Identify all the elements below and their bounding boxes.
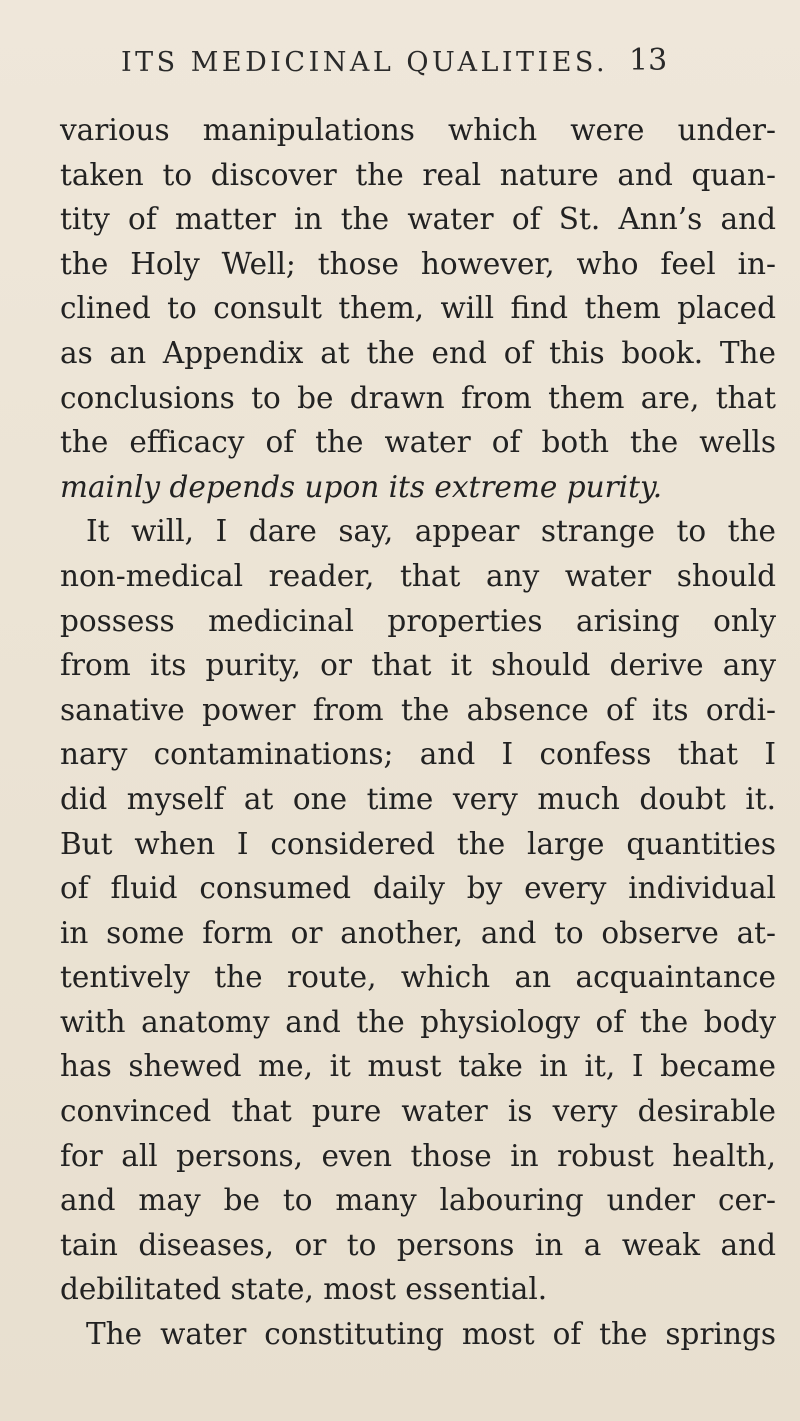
text-line: and may be to many labouring under cer- (60, 1183, 776, 1218)
text-line: non-medical reader, that any water should (60, 558, 776, 593)
text-line: possess medicinal properties arising only (60, 603, 776, 638)
paragraph-1 (60, 108, 776, 509)
text-line-italic: mainly depends upon its extreme purity. (60, 469, 663, 504)
text-line: of fluid consumed daily by every individual (60, 871, 776, 906)
body-text (60, 108, 776, 1357)
text-line: But when I considered the large quantities (60, 826, 776, 861)
text-line: various manipulations which were under- (60, 113, 776, 147)
text-line: convinced that pure water is very desirable (60, 1094, 776, 1129)
text-line: conclusions to be drawn from them are, that (60, 380, 776, 415)
text-line: the Holy Well; those however, who feel in- (60, 246, 776, 281)
text-line: has shewed me, it must take in it, I became (60, 1049, 776, 1084)
text-line: from its purity, or that it should derive any (60, 648, 776, 683)
text-line: for all persons, even those in robust health, (60, 1138, 776, 1173)
text-line: It will, I dare say, appear strange to the (86, 514, 776, 549)
text-line: sanative power from the absence of its ordi- (60, 692, 776, 727)
text-line: debilitated state, most essential. (60, 1272, 548, 1307)
text-line: as an Appendix at the end of this book. The (60, 335, 776, 370)
paragraph-3 (60, 1312, 776, 1357)
text-line: did myself at one time very much doubt it. (60, 781, 776, 816)
text-line: tain diseases, or to persons in a weak and (60, 1227, 776, 1262)
page-number: 13 (629, 43, 668, 78)
text-line: tentively the route, which an acquaintance (60, 960, 776, 995)
running-head: ITS MEDICINAL QUALITIES. (121, 47, 609, 78)
text-line: The water constituting most of the springs (86, 1317, 776, 1352)
text-line: nary contaminations; and I confess that I (60, 737, 776, 772)
text-line: with anatomy and the physiology of the body (60, 1004, 776, 1039)
text-line: tity of matter in the water of St. Ann’s and (60, 202, 776, 237)
paragraph-2 (60, 509, 776, 1312)
text-line: in some form or another, and to observe at- (60, 915, 776, 950)
text-line: the efficacy of the water of both the wells (60, 425, 776, 460)
text-line: taken to discover the real nature and quan- (60, 157, 776, 192)
text-line: clined to consult them, will find them placed (60, 291, 776, 326)
